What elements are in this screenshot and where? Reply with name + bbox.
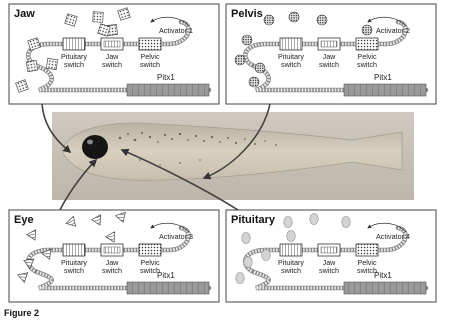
switch-label-line1: Jaw (105, 258, 119, 267)
activator-molecule (236, 273, 245, 284)
activator-molecule (262, 250, 271, 261)
switch-label-line1: Jaw (322, 258, 336, 267)
panel-eye (9, 209, 219, 302)
activator-molecule (46, 58, 57, 69)
switch-label-line1: Pituitary (278, 52, 304, 61)
activator-label: Activator 2 (376, 26, 410, 35)
switch-label-line1: Pelvic (140, 258, 160, 267)
switch-label-line1: Pituitary (61, 52, 87, 61)
activator-molecule (244, 257, 253, 268)
fish-eye-highlight (87, 140, 93, 145)
gene-label: Pitx1 (157, 271, 175, 280)
figure-caption: Figure 2 (4, 308, 40, 318)
activator-molecule (242, 233, 251, 244)
panel-title: Jaw (14, 8, 35, 20)
switch-box (280, 244, 302, 256)
panel-pelvis (226, 4, 436, 104)
panel-title: Pelvis (231, 8, 263, 20)
activator-label: Activator 3 (159, 232, 193, 241)
panel-jaw (9, 4, 219, 104)
activator-molecule (317, 15, 327, 25)
switch-label-line1: Pelvic (357, 52, 377, 61)
switch-label-line2: switch (357, 60, 377, 69)
activator-molecule (310, 214, 319, 225)
fish-eye (82, 135, 108, 159)
switch-box (139, 38, 161, 50)
gene-label: Pitx1 (157, 73, 175, 82)
activator-bound (362, 25, 372, 35)
fish-photo (52, 112, 414, 200)
activator-molecule (284, 217, 293, 228)
panel-title: Pituitary (231, 214, 276, 226)
pitx1-gene-bar (127, 282, 209, 294)
activator-molecule (264, 15, 274, 25)
panel-title: Eye (14, 214, 34, 226)
switch-label-line2: switch (281, 266, 301, 275)
switch-label-line2: switch (102, 60, 122, 69)
pitx1-gene-bar (344, 84, 426, 96)
activator-label: Activator 4 (376, 232, 410, 241)
switch-label-line1: Pituitary (61, 258, 87, 267)
pitx1-gene-bar (344, 282, 426, 294)
switch-label-line2: switch (64, 60, 84, 69)
switch-label-line2: switch (357, 266, 377, 275)
switch-box (63, 38, 85, 50)
switch-label-line2: switch (319, 266, 339, 275)
panel-pituitary (226, 210, 436, 302)
activator-molecule (242, 35, 252, 45)
switch-label-line2: switch (140, 60, 160, 69)
switch-label-line2: switch (140, 266, 160, 275)
activator-molecule (249, 77, 259, 87)
activator-molecule (26, 60, 38, 72)
switch-label-line1: Pelvic (357, 258, 377, 267)
switch-label-line2: switch (281, 60, 301, 69)
activator-molecule (93, 12, 104, 23)
switch-box (280, 38, 302, 50)
activator-molecule (255, 63, 265, 73)
switch-label-line1: Pelvic (140, 52, 160, 61)
gene-label: Pitx1 (374, 73, 392, 82)
gene-label: Pitx1 (374, 271, 392, 280)
activator-molecule (235, 55, 245, 65)
pitx1-gene-bar (127, 84, 209, 96)
switch-label-line1: Jaw (105, 52, 119, 61)
switch-box (63, 244, 85, 256)
switch-label-line2: switch (64, 266, 84, 275)
switch-label-line2: switch (319, 60, 339, 69)
activator-molecule (342, 217, 351, 228)
switch-label-line2: switch (102, 266, 122, 275)
activator-label: Activator 1 (159, 26, 193, 35)
switch-box (356, 38, 378, 50)
activator-bound (287, 231, 296, 242)
switch-box (139, 244, 161, 256)
switch-label-line1: Pituitary (278, 258, 304, 267)
activator-molecule (289, 12, 299, 22)
switch-box (356, 244, 378, 256)
switch-label-line1: Jaw (322, 52, 336, 61)
